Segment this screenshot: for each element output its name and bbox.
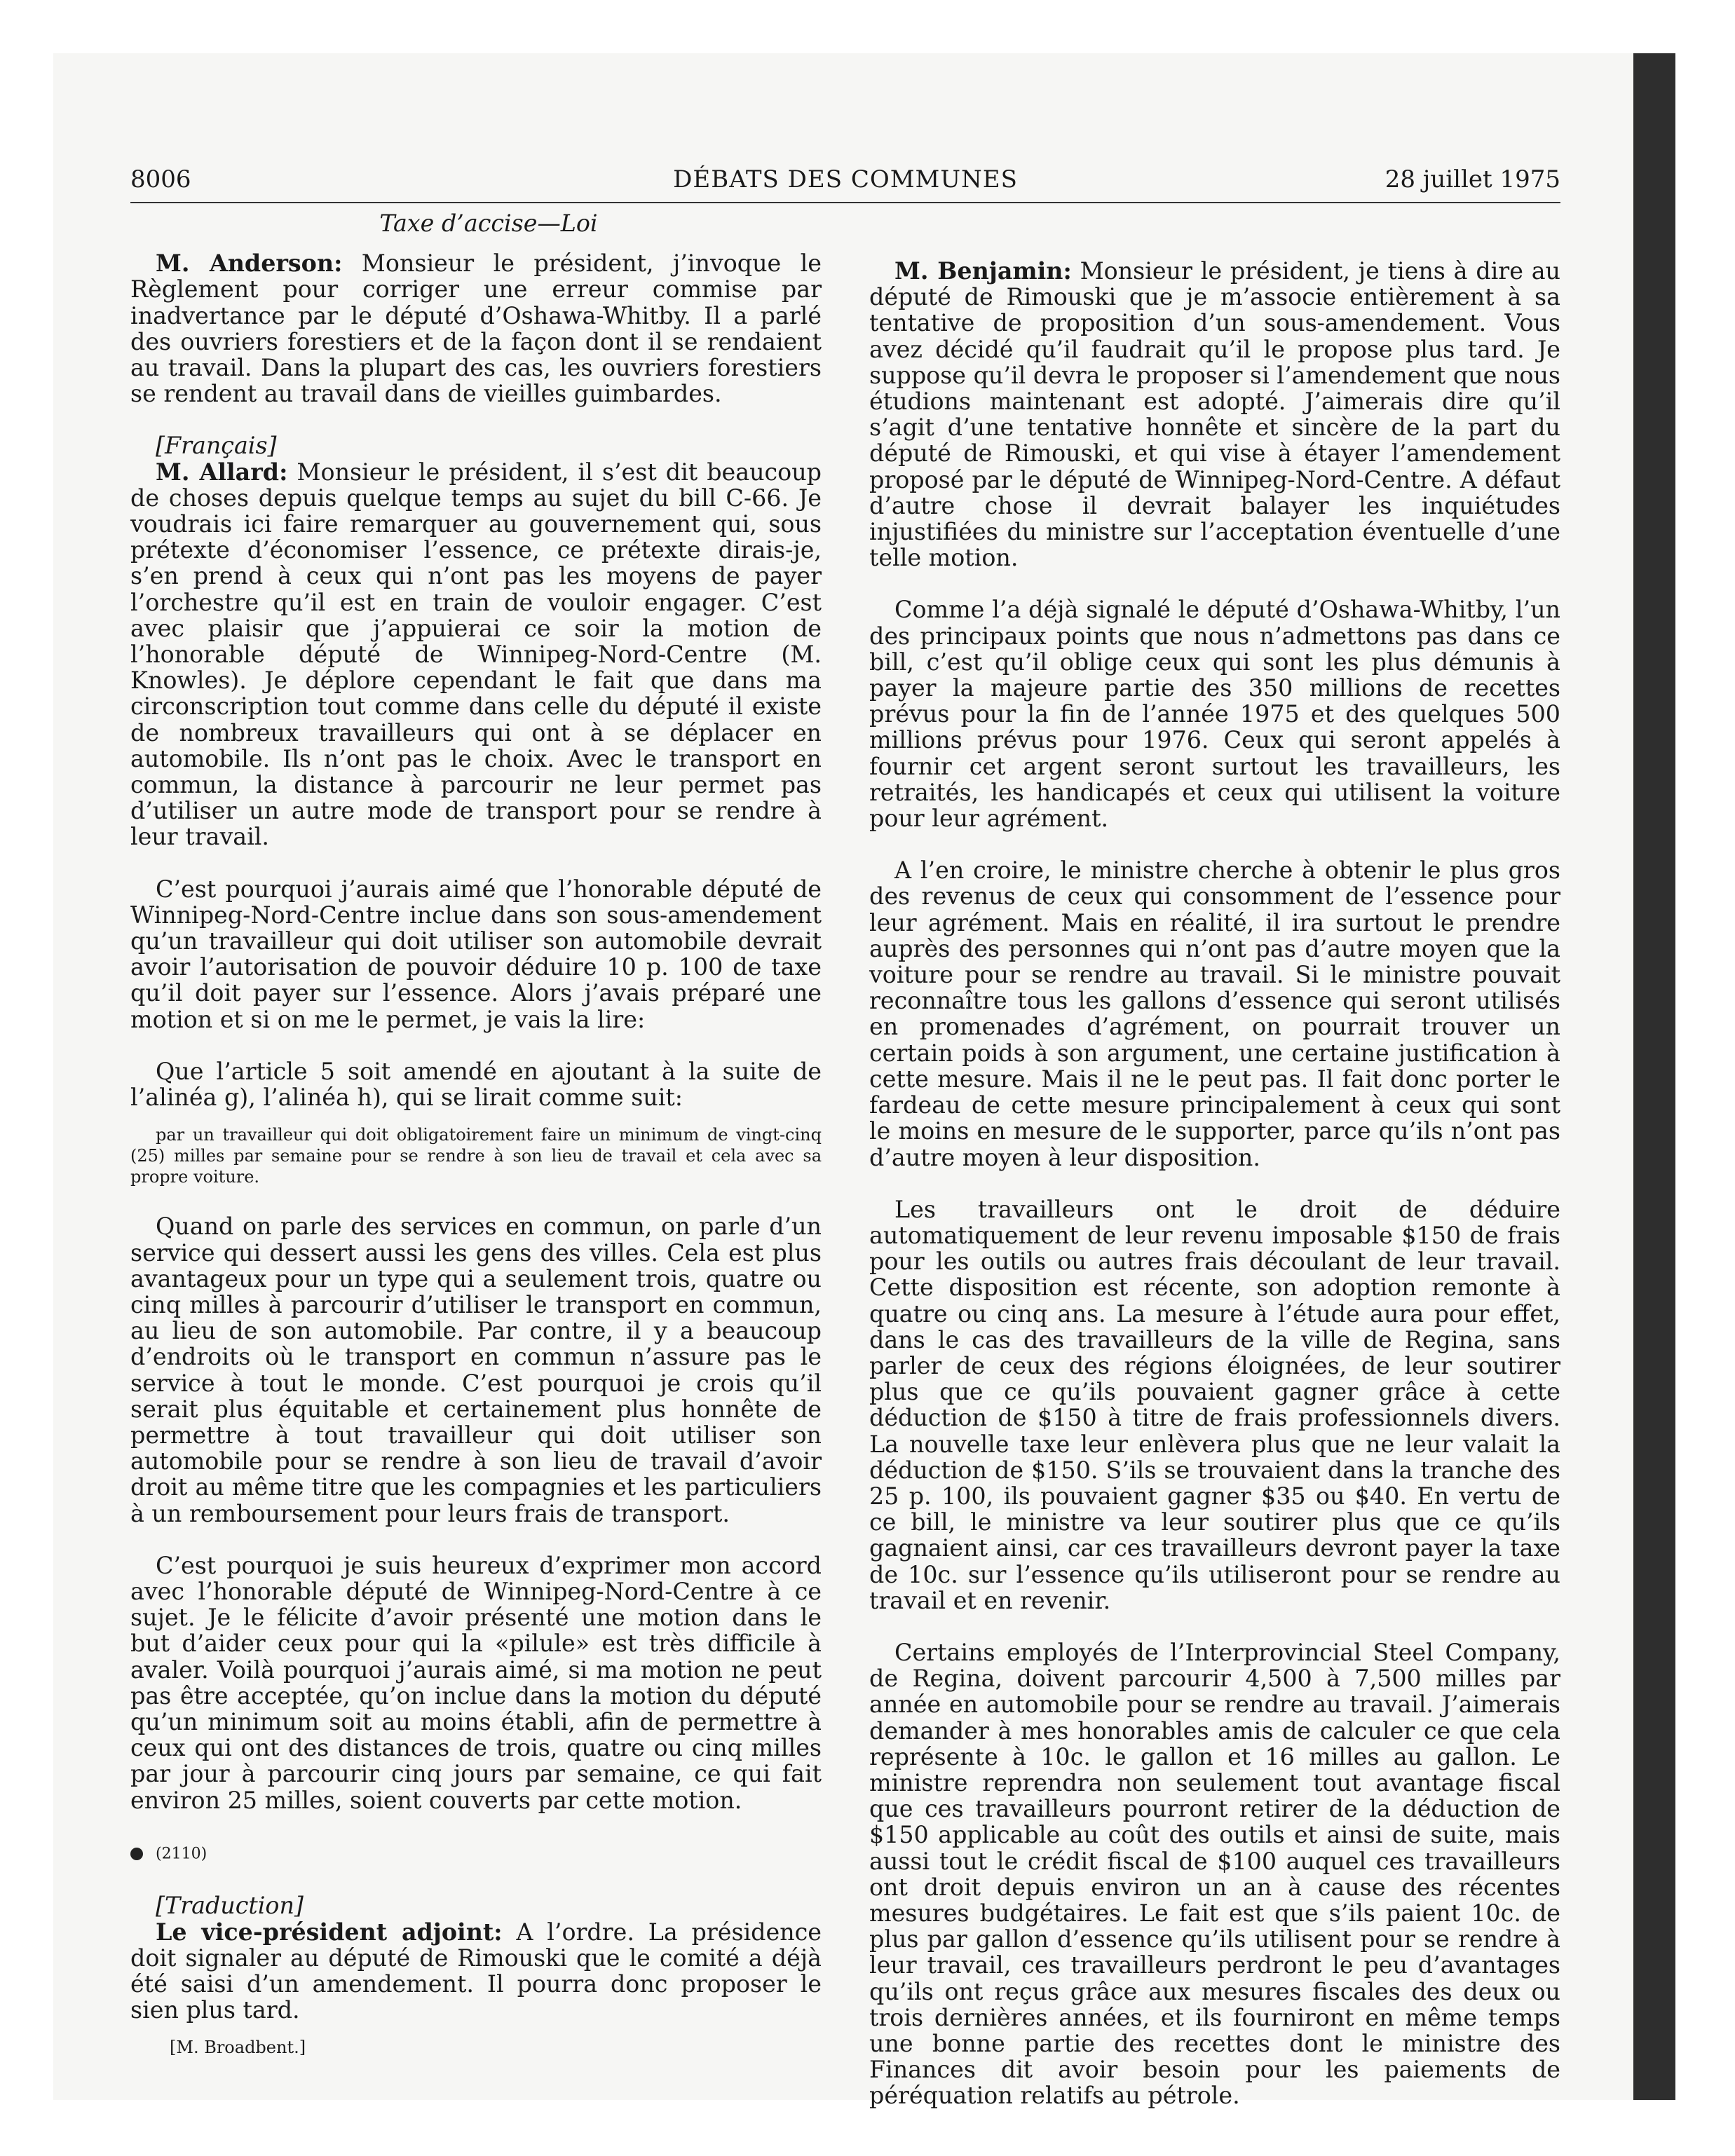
binding-edge [1633, 53, 1675, 2100]
speaker-name: M. Benjamin: [894, 257, 1072, 285]
paragraph: Que l’article 5 soit amendé en ajoutant à la suite de l’alinéa g), l’alinéa h), qui se lirait comme suit: [130, 1057, 822, 1112]
footer-note: [M. Broadbent.] [170, 2038, 306, 2058]
page-header [130, 165, 1560, 199]
speech-text: A l’ordre. La présidence doit signaler au député de Rimouski que le comité a déjà été saisi d’un amendement. Il pourra donc proposer le sien plus tard. [130, 1918, 822, 2024]
speech-text: Monsieur le président, j’invoque le Règlement pour corriger une erreur commise par inadvertance par le député d’Oshawa-Whitby. Il a parlé des ouvriers forestiers et de la façon dont il se rendaient au travail. Dans la plupart des cas, les ouvriers forestiers se rendent au travail dans de vieilles guimbardes. [130, 250, 822, 408]
left-column [130, 210, 822, 2058]
time-marker-text: (2110) [156, 1845, 207, 1863]
paragraph-allard [130, 459, 822, 850]
speaker-name: M. Allard: [156, 458, 288, 486]
paragraph-vice-president [130, 1919, 822, 2024]
header-rule [130, 202, 1560, 203]
paragraph-benjamin [869, 258, 1560, 571]
paragraph: C’est pourquoi j’aurais aimé que l’honorable député de Winnipeg-Nord-Centre inclue dans son sous-amendement qu’un travailleur qui doit utiliser son automobile devrait avoir l’autorisation de pouvoir déduire 10 p. 100 de taxe qu’il doit payer sur l’essence. Alors j’avais préparé une motion et si on me le permet, je vais la lire: [130, 875, 822, 1033]
running-head: Taxe d’accise—Loi [379, 210, 598, 237]
time-marker [130, 1839, 822, 1867]
language-marker: [Français] [156, 432, 277, 460]
page-date: 28 juillet 1975 [1384, 165, 1560, 193]
motion-quote: par un travailleur qui doit obligatoirement faire un minimum de vingt-cinq (25) milles par semaine pour se rendre à son lieu de travail et cela avec sa propre voiture. [130, 1125, 822, 1187]
paragraph: Comme l’a déjà signalé le député d’Oshawa-Whitby, l’un des principaux points que nous n’admettons pas dans ce bill, c’est qu’il oblige ceux qui sont les plus démunis à payer la majeure partie des 350 millions de recettes prévus pour la fin de l’année 1975 et des quelques 500 millions prévus pour 1976. Ceux qui seront appelés à fournir cet argent seront surtout les travailleurs, les retraités, les handicapés et ceux qui utilisent la voiture pour leur agrément. [869, 596, 1560, 833]
paragraph: A l’en croire, le ministre cherche à obtenir le plus gros des revenus de ceux qui consomment de l’essence pour leur agrément. Mais en réalité, il ira surtout le prendre auprès des personnes qui n’ont pas d’autre moyen que la voiture pour se rendre au travail. Si le ministre pouvait reconnaître tous les gallons d’essence qui seront utilisés en promenades d’agrément, on pourrait trouver un certain poids à son argument, une certaine justification à cette mesure. Mais il ne le peut pas. Il fait donc porter le fardeau de cette mesure principalement à ceux qui sont le moins en mesure de le supporter, parce qu’ils n’ont pas d’autre moyen à leur disposition. [869, 857, 1560, 1171]
speaker-name: Le vice-président adjoint: [156, 1918, 503, 1946]
speaker-name: M. Anderson: [156, 250, 343, 278]
paragraph: Quand on parle des services en commun, on parle d’un service qui dessert aussi les gens des villes. Cela est plus avantageux pour un type qui a seulement trois, quatre ou cinq milles à parcourir d’utiliser le transport en commun, au lieu de son automobile. Par contre, il y a beaucoup d’endroits où le transport en commun n’assure pas le service à tout le monde. C’est pourquoi je crois qu’il serait plus équitable et certainement plus honnête de permettre à tout travailleur qui doit utiliser son automobile pour se rendre à son lieu de travail d’avoir droit au même titre que les compagnies et les particuliers à un remboursement pour leurs frais de transport. [130, 1213, 822, 1527]
language-marker: [Traduction] [156, 1892, 304, 1920]
paragraph: Certains employés de l’Interprovincial Steel Company, de Regina, doivent parcourir 4,500 à 7,500 milles par année en automobile pour se rendre au travail. J’aimerais demander à mes honorables amis de calculer ce que cela représente à 10c. le gallon et 16 milles au gallon. Le ministre reprendra non seulement tout avantage fiscal que ces travailleurs pourront retirer de la déduction de $150 applicable au coût des outils et ainsi de suite, mais aussi tout le crédit fiscal de $100 auquel ces travailleurs ont droit depuis environ un an à cause des récentes mesures budgétaires. Le fait est que s’ils paient 10c. de plus par gallon d’essence qu’ils utilisent pour se rendre à leur travail, ces travailleurs perdront le peu d’avantages qu’ils ont reçus grâce aux mesures fiscales des deux ou trois dernières années, et ils fourniront en même temps une bonne partie des recettes dont le ministre des Finances dit avoir besoin pour les paiements de péréquation relatifs au pétrole. [869, 1638, 1560, 2110]
speech-text: Monsieur le président, il s’est dit beaucoup de choses depuis quelque temps au sujet du bill C-66. Je voudrais ici faire remarquer au gouvernement qui, sous prétexte d’économiser l’essence, ce prétexte dirais-je, s’en prend à ceux qui n’ont pas les moyens de payer l’orchestre qu’il est en train de vouloir engager. C’est avec plaisir que j’appuierai ce soir la motion de l’honorable député de Winnipeg-Nord-Centre (M. Knowles). Je déplore cependant le fait que dans ma circonscription tout comme dans celle du député il existe de nombreux travailleurs qui ont à se déplacer en automobile. Ils n’ont pas le choix. Avec le transport en commun, la distance à parcourir ne leur permet pas d’utiliser un autre mode de transport pour se rendre à leur travail. [130, 458, 822, 851]
speech-text: Monsieur le président, je tiens à dire au député de Rimouski que je m’associe entièrement à sa tentative de proposition d’un sous-amendement. Vous avez décidé qu’il faudrait qu’il le propose plus tard. Je suppose qu’il devra le proposer si l’amendement que nous étudions maintenant est adopté. J’aimerais dire qu’il s’agit d’une tentative honnête et sincère de la part du député de Rimouski, et qui vise à étayer l’amendement proposé par le député de Winnipeg-Nord-Centre. A défaut d’autre chose il devrait balayer les inquiétudes injustifiées du ministre sur l’acceptation éventuelle d’une telle motion. [869, 257, 1560, 572]
paragraph: C’est pourquoi je suis heureux d’exprimer mon accord avec l’honorable député de Winnipeg-Nord-Centre à ce sujet. Je le félicite d’avoir présenté une motion dans le but d’aider ceux pour qui la «pilule» est très difficile à avaler. Voilà pourquoi j’aurais aimé, si ma motion ne peut pas être acceptée, qu’on inclue dans la motion du député qu’un minimum soit au moins établi, afin de permettre à ceux qui ont des distances de trois, quatre ou cinq milles par jour à parcourir cinq jours par semaine, ce qui fait environ 25 milles, soient couverts par cette motion. [130, 1551, 822, 1814]
bullet-icon [130, 1848, 143, 1860]
right-column [869, 258, 1560, 2109]
paragraph: Les travailleurs ont le droit de déduire automatiquement de leur revenu imposable $150 de frais pour les outils ou autres frais découlant de leur travail. Cette disposition est récente, son adoption remonte à quatre ou cinq ans. La mesure à l’étude aura pour effet, dans le cas des travailleurs de la ville de Regina, sans parler de ceux des régions éloignées, de leur soutirer plus que ce qu’ils pouvaient gagner grâce à cette déduction de $150 à titre de frais professionnels divers. La nouvelle taxe leur enlèvera plus que ne leur valait la déduction de $150. S’ils se trouvaient dans la tranche des 25 p. 100, ils pouvaient gagner $35 ou $40. En vertu de ce bill, le ministre va leur soutirer plus que ce qu’ils gagnaient ainsi, car ces travailleurs devront payer la taxe de 10c. sur l’essence qu’ils utiliseront pour se rendre au travail et en revenir. [869, 1195, 1560, 1614]
publication-title: DÉBATS DES COMMUNES [673, 165, 1018, 193]
paragraph-anderson [130, 250, 822, 407]
page-number: 8006 [130, 165, 191, 193]
